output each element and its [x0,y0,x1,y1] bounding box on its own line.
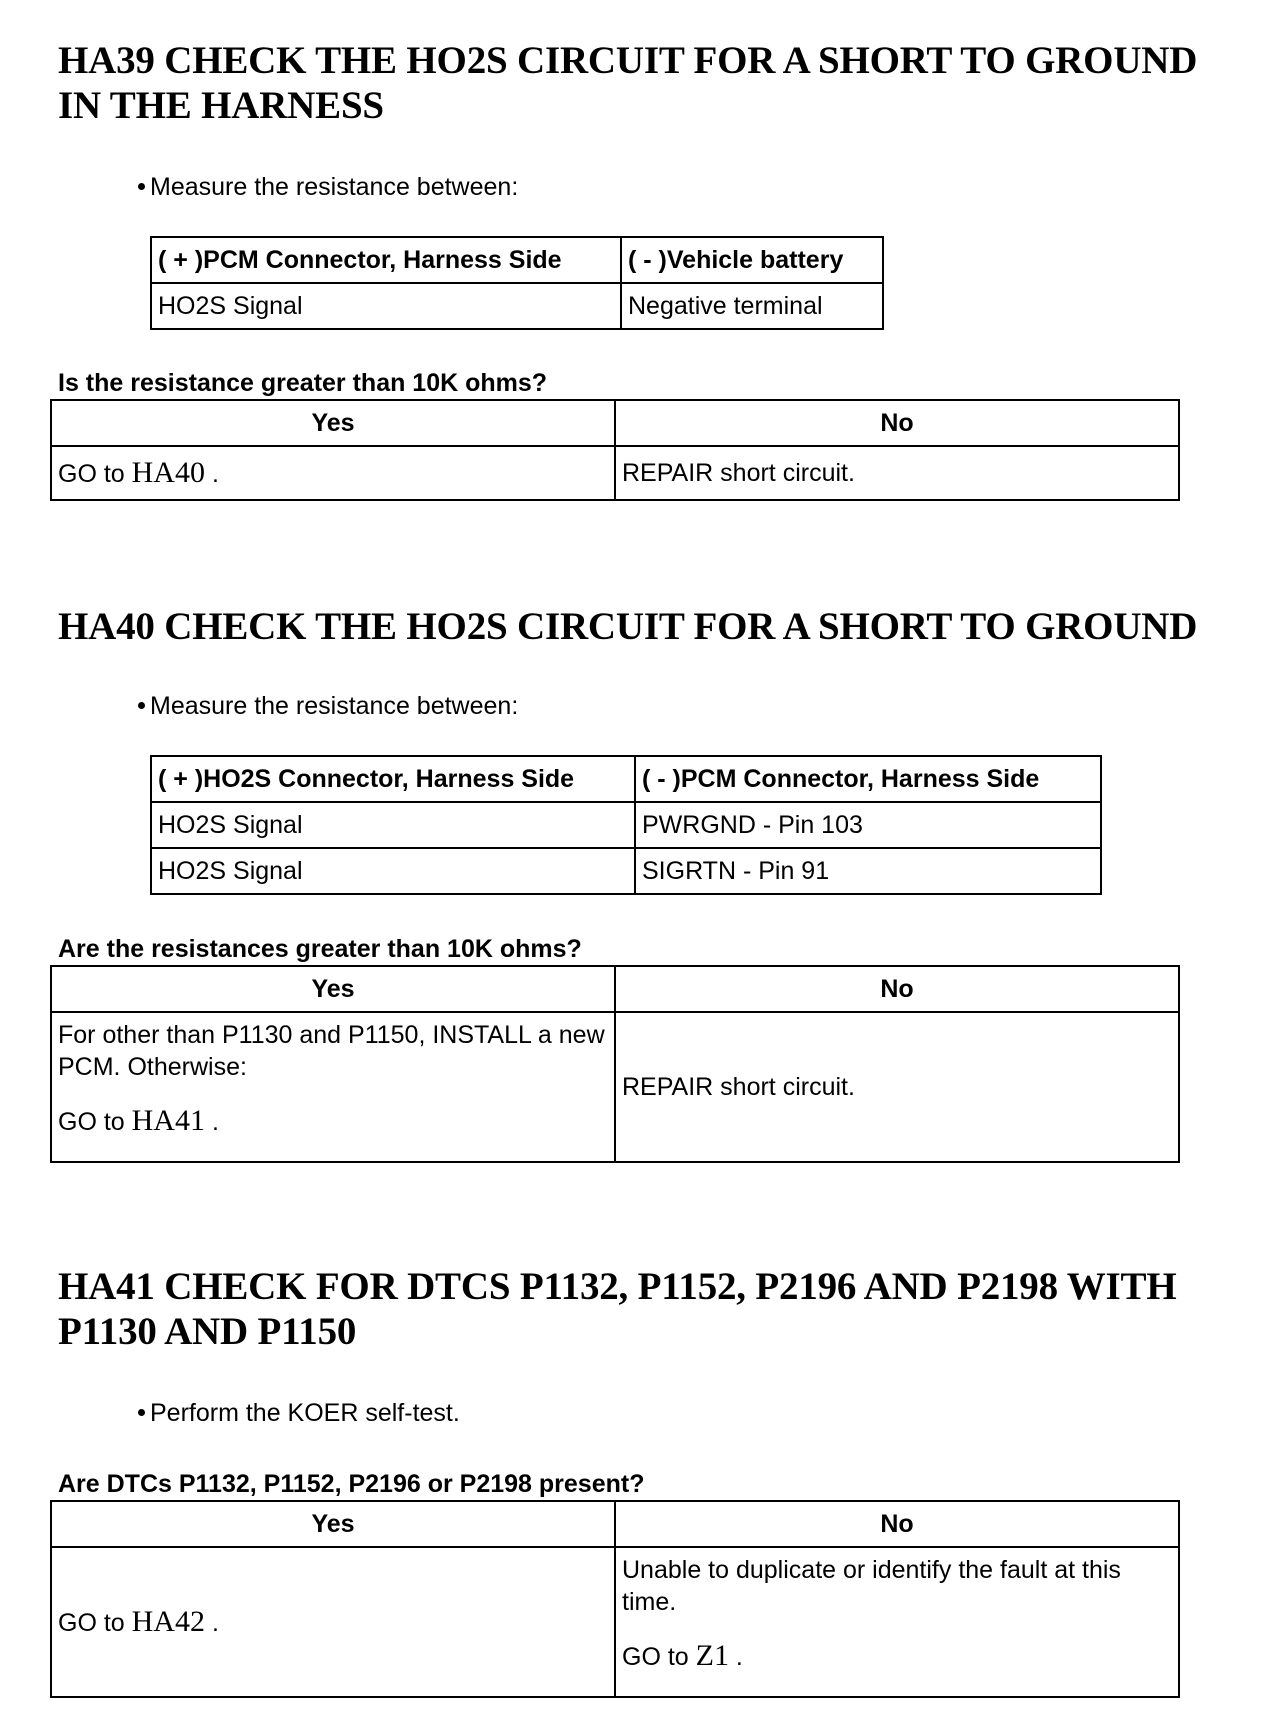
section-heading-ha39: HA39 CHECK THE HO2S CIRCUIT FOR A SHORT TO GROUND IN THE HARNESS [58,39,1198,127]
answer-table-ha40 [50,965,1180,1163]
instruction-ha41: Perform the KOER self-test. [138,1398,460,1428]
measure-cell: SIGRTN - Pin 91 [635,848,1101,894]
answer-table-ha41 [50,1500,1180,1698]
measure-cell: HO2S Signal [151,848,635,894]
measure-cell: HO2S Signal [151,802,635,848]
yes-header: Yes [51,1501,615,1547]
no-cell: Unable to duplicate or identify the fault at this time. GO to Z1 . [615,1547,1179,1697]
measure-header-negative: ( - )PCM Connector, Harness Side [635,756,1101,802]
question-ha40: Are the resistances greater than 10K ohms? [58,935,582,963]
measure-header-positive: ( + )HO2S Connector, Harness Side [151,756,635,802]
instruction-ha40: Measure the resistance between: [138,691,518,721]
measure-cell: PWRGND - Pin 103 [635,802,1101,848]
no-header: No [615,1501,1179,1547]
bullet-icon [138,702,145,709]
yes-header: Yes [51,966,615,1012]
goto-link-z1[interactable]: Z1 [695,1639,729,1672]
no-header: No [615,400,1179,446]
measure-header-positive: ( + )PCM Connector, Harness Side [151,237,621,283]
question-ha39: Is the resistance greater than 10K ohms? [58,369,548,397]
measurement-table-ha39 [150,236,884,330]
measurement-table-ha40 [150,755,1102,895]
answer-table-ha39 [50,399,1180,501]
section-heading-ha41: HA41 CHECK FOR DTCS P1132, P1152, P2196 AND P2198 WITH P1130 AND P1150 [58,1265,1177,1353]
measure-cell: HO2S Signal [151,283,621,329]
bullet-icon [138,183,145,190]
yes-header: Yes [51,400,615,446]
measure-cell: Negative terminal [621,283,883,329]
yes-cell: GO to HA42 . [51,1547,615,1697]
goto-link-ha41[interactable]: HA41 [131,1104,205,1137]
instruction-ha39: Measure the resistance between: [138,172,518,202]
bullet-icon [138,1409,145,1416]
no-cell: REPAIR short circuit. [615,446,1179,500]
question-ha41: Are DTCs P1132, P1152, P2196 or P2198 present? [58,1470,645,1498]
section-heading-ha40: HA40 CHECK THE HO2S CIRCUIT FOR A SHORT TO GROUND [58,605,1198,648]
yes-cell: GO to HA40 . [51,446,615,500]
goto-link-ha40[interactable]: HA40 [131,455,205,489]
measure-header-negative: ( - )Vehicle battery [621,237,883,283]
no-cell: REPAIR short circuit. [615,1012,1179,1162]
no-header: No [615,966,1179,1012]
goto-link-ha42[interactable]: HA42 [131,1604,205,1638]
yes-cell: For other than P1130 and P1150, INSTALL a new PCM. Otherwise: GO to HA41 . [51,1012,615,1162]
